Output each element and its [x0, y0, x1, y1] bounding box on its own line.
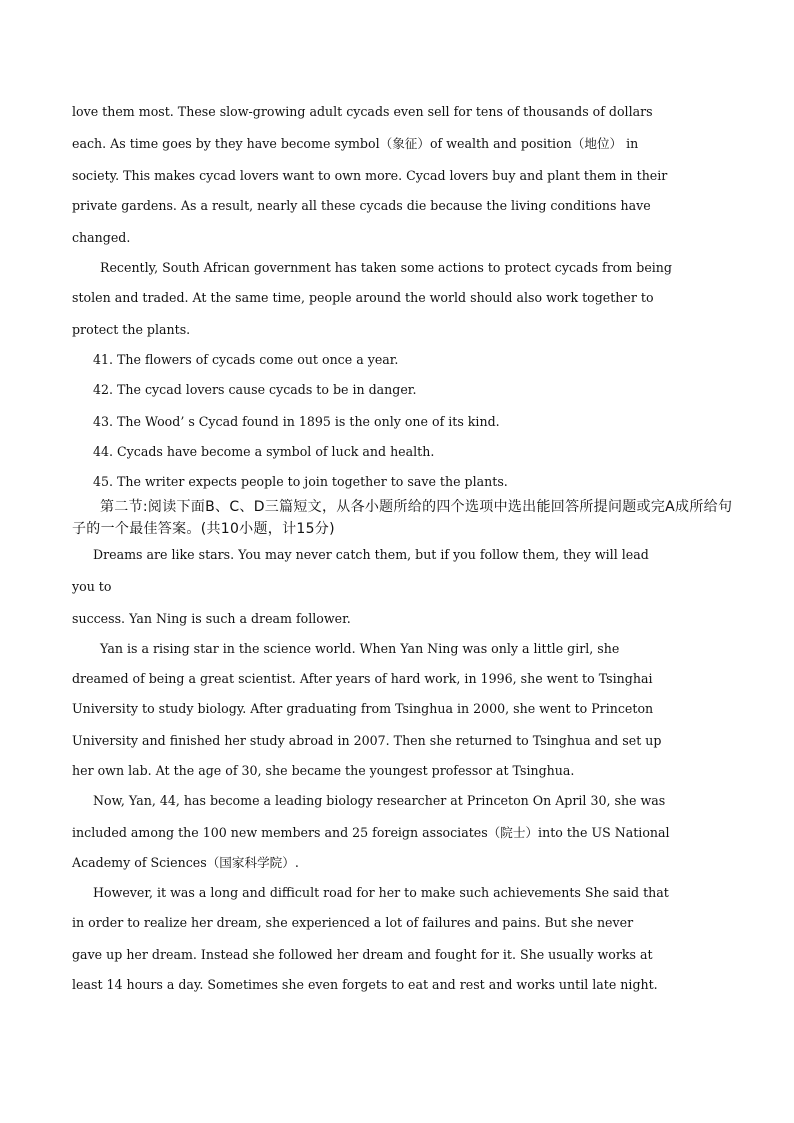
text-line: Now, Yan, 44, has become a leading biology researcher at Princeton On April 30, she was: [93, 793, 666, 808]
question-42: 42. The cycad lovers cause cycads to be in danger.: [93, 382, 417, 397]
text-line: love them most. These slow-growing adult cycads even sell for tens of thousands of dollars: [72, 104, 653, 119]
text-line: in order to realize her dream, she experienced a lot of failures and pains. But she never: [72, 915, 634, 930]
text-line: University to study biology. After graduating from Tsinghua in 2000, she went to Princeton: [72, 701, 654, 716]
section-heading-line: 第二节:阅读下面B、C、D三篇短文，从各小题所给的四个选项中选出能回答所提问题或完A成所给句: [100, 499, 733, 515]
question-list: [72, 350, 720, 492]
text-line: success. Yan Ning is such a dream follower.: [72, 611, 351, 626]
section-heading-line: 子的一个最佳答案。(共10小题，计15分): [72, 521, 335, 537]
text-line: University and finished her study abroad in 2007. Then she returned to Tsinghua and set up: [72, 733, 662, 748]
text-line: gave up her dream. Instead she followed her dream and fought for it. She usually works at: [72, 947, 653, 962]
passage-a-paragraph-1: [72, 102, 720, 248]
text-line: Recently, South African government has taken some actions to protect cycads from being: [100, 260, 672, 275]
text-line: included among the 100 new members and 25 foreign associates（院士）into the US National: [72, 825, 670, 840]
text-line: However, it was a long and difficult road for her to make such achievements She said that: [93, 885, 669, 900]
text-line: dreamed of being a great scientist. After years of hard work, in 1996, she went to Tsinghai: [72, 671, 653, 686]
question-44: 44. Cycads have become a symbol of luck and health.: [93, 444, 435, 459]
question-41: 41. The flowers of cycads come out once a year.: [93, 352, 399, 367]
section-heading: [72, 496, 733, 540]
passage-b-paragraph-3: [72, 791, 720, 873]
text-line: Dreams are like stars. You may never catch them, but if you follow them, they will lead: [93, 547, 649, 562]
text-line: each. As time goes by they have become symbol（象征）of wealth and position（地位） in: [72, 136, 639, 151]
passage-b-paragraph-1: [72, 545, 720, 629]
text-line: society. This makes cycad lovers want to own more. Cycad lovers buy and plant them in their: [72, 168, 668, 183]
text-line: least 14 hours a day. Sometimes she even forgets to eat and rest and works until late night.: [72, 977, 658, 992]
passage-a-paragraph-2: [72, 258, 720, 340]
text-line: stolen and traded. At the same time, people around the world should also work together to: [72, 290, 654, 305]
text-line: her own lab. At the age of 30, she became the youngest professor at Tsinghua.: [72, 763, 575, 778]
question-45: 45. The writer expects people to join together to save the plants.: [93, 474, 508, 489]
text-line: protect the plants.: [72, 322, 191, 337]
text-line: changed.: [72, 230, 131, 245]
question-43: 43. The Wood’ s Cycad found in 1895 is the only one of its kind.: [93, 414, 500, 429]
passage-b-paragraph-4: [72, 883, 720, 995]
passage-b-paragraph-2: [72, 639, 720, 781]
text-line: Yan is a rising star in the science world. When Yan Ning was only a little girl, she: [100, 641, 620, 656]
text-line: private gardens. As a result, nearly all these cycads die because the living conditions have: [72, 198, 651, 213]
text-line: you to: [72, 579, 112, 594]
text-line: Academy of Sciences（国家科学院）.: [72, 855, 299, 870]
document-page: [72, 102, 733, 995]
